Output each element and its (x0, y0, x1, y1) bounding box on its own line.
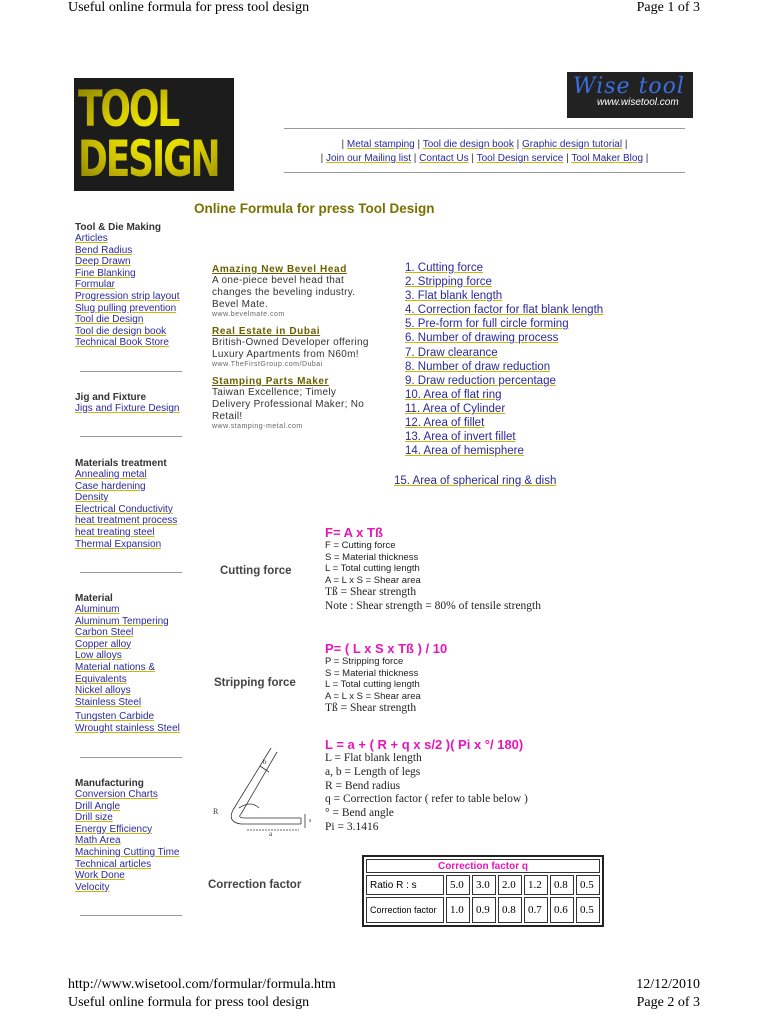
toc-link[interactable]: 1. Cutting force (405, 262, 483, 274)
sidebar-link[interactable]: Carbon Steel (75, 627, 134, 639)
wisetool-script: Wise tool (573, 74, 685, 99)
sidebar (75, 222, 195, 349)
definition: L = Total cutting length (325, 679, 420, 691)
toc-link[interactable]: 5. Pre-form for full circle forming (405, 318, 569, 331)
definition: F = Cutting force (325, 540, 396, 551)
sidebar-link[interactable]: Articles (75, 233, 108, 244)
sidebar-link[interactable]: Slug pulling prevention (75, 302, 177, 314)
sidebar-link[interactable]: Nickel alloys (75, 685, 131, 697)
correction-table-wrapper (362, 855, 604, 927)
footer-url: http://www.wisetool.com/formular/formula.htm (68, 977, 336, 992)
sidebar-link[interactable]: Electrical Conductivity (75, 503, 173, 515)
sidebar-link[interactable]: Velocity (75, 881, 110, 893)
sidebar-link[interactable]: Drill Angle (75, 800, 121, 812)
sidebar-heading-materials-treatment: Materials treatment (75, 458, 167, 469)
definition: ° = Bend angle (325, 807, 394, 820)
bend-outer-arc (240, 814, 245, 818)
page-number: Page 1 of 3 (636, 0, 700, 15)
sidebar-link[interactable]: Fine Blanking (75, 267, 136, 279)
sidebar-link[interactable]: heat treatment process (75, 515, 178, 527)
nav-metal-stamping[interactable]: Metal stamping (346, 139, 415, 150)
table-cell: 1.2 (524, 875, 548, 895)
sidebar-link[interactable]: Low alloys (75, 650, 122, 662)
sidebar-link[interactable]: Stainless Steel (75, 696, 142, 708)
table-title: Correction factor q (366, 859, 600, 873)
table-cell: 3.0 (472, 875, 496, 895)
definition: A = L x S = Shear area (325, 690, 421, 702)
sidebar-link[interactable]: Case hardening (75, 480, 146, 492)
footer-date: 12/12/2010 (636, 977, 700, 992)
definition: A = L x S = Shear area (325, 574, 421, 586)
sidebar-link[interactable]: heat treating steel (75, 526, 155, 538)
diagram-label-s: s (309, 818, 312, 824)
sidebar-heading-tool-die: Tool & Die Making (75, 222, 161, 233)
sidebar-link[interactable]: Formular (75, 279, 116, 291)
ad-body-line: Bevel Mate. (212, 299, 269, 310)
sidebar-link[interactable]: Technical Book Store (75, 337, 169, 349)
bend-diagram (205, 738, 320, 838)
sidebar-link[interactable]: Annealing metal (75, 469, 147, 480)
definition: L = Flat blank length (325, 752, 422, 764)
sidebar-link[interactable]: Equivalents (75, 673, 127, 685)
table-cell: 0.6 (550, 897, 574, 923)
toc-link[interactable]: 12. Area of fillet (405, 417, 485, 430)
angle-arc (239, 804, 259, 808)
toc-link[interactable]: 9. Draw reduction percentage (405, 374, 556, 387)
nav-contact-us[interactable]: Contact Us (419, 153, 469, 164)
ad-body-line: Retail! (212, 411, 243, 422)
sidebar-link[interactable]: Aluminum (75, 604, 120, 615)
diagram-label-b: b (263, 758, 267, 766)
ad-body-line: A one-piece bevel head that (212, 275, 345, 286)
tool-design-logo[interactable] (74, 78, 234, 191)
nav-graphic-design-tutorial[interactable]: Graphic design tutorial (522, 139, 623, 150)
ad-title[interactable]: Real Estate in Dubai (212, 326, 321, 337)
formula-toc (405, 261, 603, 458)
ad-body-line: changes the beveling industry. (212, 287, 356, 298)
nav-tool-maker-blog[interactable]: Tool Maker Blog (571, 153, 644, 164)
definition: Pi = 3.1416 (325, 820, 379, 833)
definition: Tß = Shear strength (325, 702, 417, 715)
sidebar-link[interactable]: Bend Radius (75, 244, 133, 256)
sidebar-link[interactable]: Math Area (75, 835, 121, 847)
toc-link[interactable]: 10. Area of flat ring (405, 388, 502, 401)
nav-tool-die-design-book[interactable]: Tool die design book (422, 139, 514, 150)
ad-url[interactable]: www.bevelmate.com (212, 311, 285, 318)
sidebar-link[interactable]: Deep Drawn (75, 256, 131, 268)
cutting-force-formula: F= A x Tß (325, 525, 383, 540)
sidebar-link[interactable]: Drill size (75, 812, 113, 824)
sidebar-link[interactable]: Tool die design book (75, 325, 167, 337)
table-cell: 0.5 (576, 897, 600, 923)
sidebar-link[interactable]: Jigs and Fixture Design (75, 403, 180, 414)
blank-length-formula: L = a + ( R + q x s/2 )( Pi x °/ 180) (325, 737, 524, 752)
toc-link[interactable]: 11. Area of Cylinder (405, 402, 506, 415)
definition: a, b = Length of legs (325, 765, 421, 778)
wisetool-logo[interactable] (567, 72, 693, 118)
ad-body-line: Delivery Professional Maker; No (212, 399, 365, 410)
logo-text: TOOL DESIGN (78, 84, 233, 184)
ad-body-line: Luxury Apartments from N60m! (212, 349, 359, 360)
sidebar-link[interactable]: Work Done (75, 870, 125, 882)
definition: Note : Shear strength = 80% of tensile strength (325, 600, 541, 613)
definition: R = Bend radius (325, 779, 401, 792)
sidebar-link[interactable]: Thermal Expansion (75, 538, 162, 550)
sidebar-link[interactable]: Energy Efficiency (75, 823, 153, 835)
table-cell: 1.0 (446, 897, 470, 923)
stripping-force-formula: P= ( L x S x Tß ) / 10 (325, 641, 448, 656)
toc-link[interactable]: 6. Number of drawing process (405, 332, 559, 345)
ad-title[interactable]: Amazing New Bevel Head (212, 264, 347, 275)
footer-title: Useful online formula for press tool design (68, 995, 310, 1010)
dimension-b (260, 766, 269, 772)
sidebar-link[interactable]: Copper alloy (75, 638, 132, 650)
ad-title[interactable]: Stamping Parts Maker (212, 376, 330, 387)
sidebar-link[interactable]: Tool die Design (75, 314, 144, 326)
diagram-label-a: a (269, 830, 273, 838)
wisetool-url: www.wisetool.com (597, 97, 679, 108)
definition: L = Total cutting length (325, 563, 420, 575)
stripping-force-label: Stripping force (214, 677, 296, 689)
ad-url[interactable]: www.TheFirstGroup.com/Dubai (212, 361, 323, 368)
table-cell: 0.7 (524, 897, 548, 923)
sidebar-link[interactable]: Machining Cutting Time (75, 846, 180, 858)
sidebar-heading-material: Material (75, 593, 113, 604)
table-row-label: Correction factor (366, 897, 444, 923)
sidebar-link[interactable]: Progression strip layout (75, 290, 180, 302)
sidebar-link[interactable]: Material nations & (75, 661, 156, 673)
sidebar-link[interactable]: Aluminum Tempering (75, 615, 169, 627)
page-header-title: Useful online formula for press tool design (68, 0, 310, 15)
toc-link[interactable]: 14. Area of hemisphere (405, 445, 524, 458)
toc-link[interactable]: 8. Number of draw reduction (405, 360, 551, 373)
sidebar-link[interactable]: Technical articles (75, 858, 152, 870)
ad-body-line: Taiwan Excellence; Timely (212, 387, 337, 398)
table-cell: 0.9 (472, 897, 496, 923)
correction-factor-table (362, 855, 604, 927)
cutting-force-label: Cutting force (220, 565, 292, 577)
definition: q = Correction factor ( refer to table below ) (325, 793, 528, 806)
ad-url[interactable]: www.stamping-metal.com (212, 423, 303, 430)
definition: Tß = Shear strength (325, 586, 417, 599)
page-title: Online Formula for press Tool Design (194, 201, 435, 216)
ad-block (212, 264, 392, 430)
toc-link[interactable]: 2. Stripping force (405, 276, 492, 289)
table-cell: 0.8 (498, 897, 522, 923)
table-cell: 0.5 (576, 875, 600, 895)
ad-body-line: British-Owned Developer offering (212, 337, 369, 348)
sidebar-heading-jig: Jig and Fixture (75, 392, 147, 403)
definition: P = Stripping force (325, 656, 404, 667)
sidebar-heading-manufacturing: Manufacturing (75, 778, 144, 789)
sidebar-link[interactable]: Wrought stainless Steel (75, 722, 180, 734)
definition: S = Material thickness (325, 551, 419, 563)
sidebar-link[interactable]: Conversion Charts (75, 789, 158, 800)
table-row-label: Ratio R : s (366, 875, 444, 895)
definition: S = Material thickness (325, 667, 419, 679)
table-cell: 5.0 (446, 875, 470, 895)
toc-link[interactable]: 7. Draw clearance (405, 346, 498, 359)
footer-page: Page 2 of 3 (636, 995, 700, 1010)
toc-link[interactable]: 4. Correction factor for flat blank length (405, 304, 604, 317)
sidebar-link[interactable]: Density (75, 492, 109, 504)
nav-tool-design-service[interactable]: Tool Design service (476, 153, 564, 164)
toc-link[interactable]: 15. Area of spherical ring & dish (394, 475, 557, 487)
nav-join-mailing-list[interactable]: Join our Mailing list (325, 153, 412, 164)
diagram-label-r: R (213, 807, 219, 816)
top-nav: | Metal stamping | Tool die design book | Graphic design tutorial | | Join our Mailing list | Contact Us | Tool Design service | Tool Maker Blog | (320, 139, 649, 164)
table-cell: 2.0 (498, 875, 522, 895)
toc-link[interactable]: 13. Area of invert fillet (405, 431, 516, 444)
table-cell: 0.8 (550, 875, 574, 895)
sidebar-link[interactable]: Tungsten Carbide (75, 711, 155, 723)
toc-link[interactable]: 3. Flat blank length (405, 290, 503, 303)
correction-factor-label: Correction factor (208, 879, 302, 891)
